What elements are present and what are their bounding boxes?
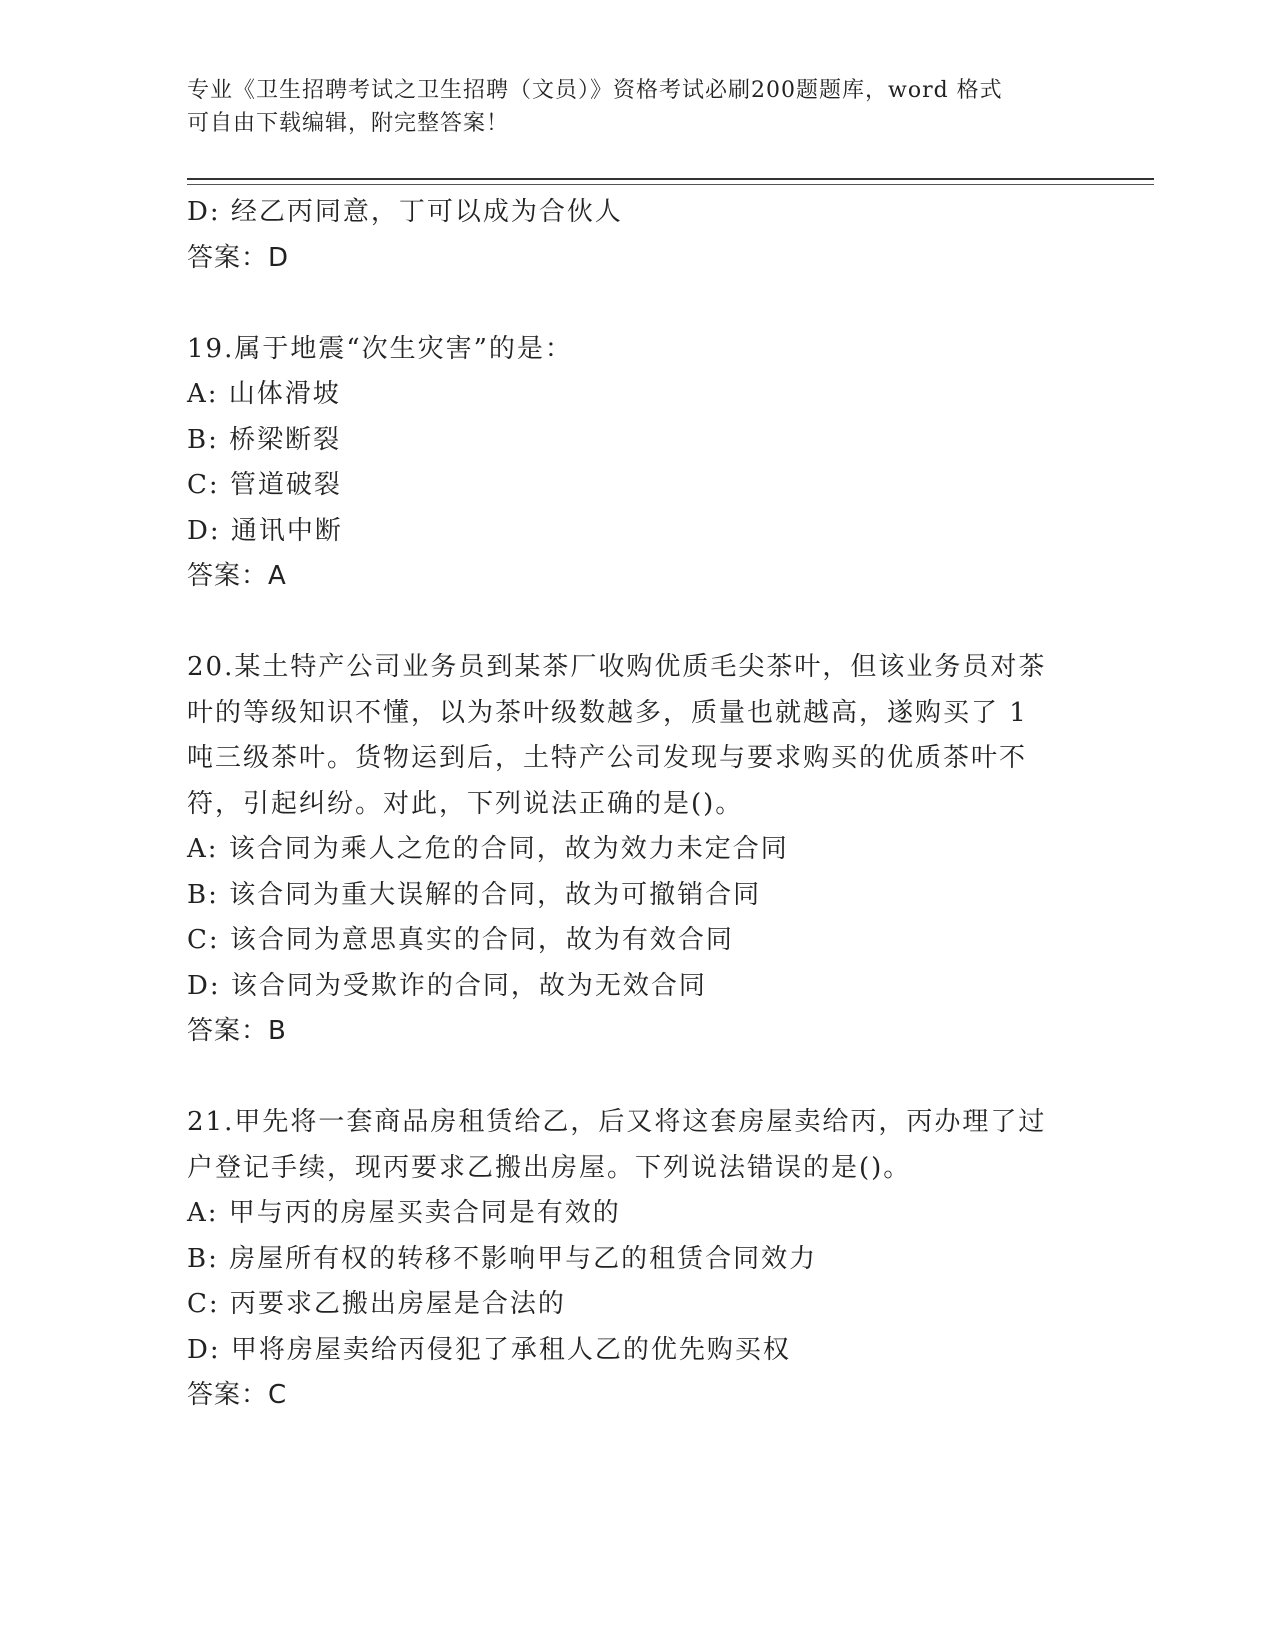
question-stem: 19.属于地震“次生灾害”的是： xyxy=(187,333,573,364)
question-stem-line: 21.甲先将一套商品房租赁给乙，后又将这套房屋卖给丙，丙办理了过 xyxy=(187,1107,1047,1137)
option-b: B: 该合同为重大误解的合同，故为可撤销合同 xyxy=(187,879,762,910)
option-b: B: 房屋所有权的转移不影响甲与乙的租赁合同效力 xyxy=(187,1243,818,1274)
answer-line: 答案：D xyxy=(187,242,290,273)
question-spacer xyxy=(187,281,1087,327)
option-c: C: 该合同为意思真实的合同，故为有效合同 xyxy=(187,925,734,955)
question-stem-line: 吨三级茶叶。货物运到后，土特产公司发现与要求购买的优质茶叶不 xyxy=(187,743,1028,773)
option-a: A: 山体滑坡 xyxy=(187,379,341,409)
question-18-tail xyxy=(187,190,1087,281)
answer-line: 答案：A xyxy=(187,561,287,591)
answer-line: 答案：C xyxy=(187,1380,288,1410)
question-spacer xyxy=(187,1055,1087,1101)
question-stem-line: 符，引起纠纷。对此，下列说法正确的是()。 xyxy=(187,788,744,819)
document-header xyxy=(187,74,1067,140)
option-d: D: 通讯中断 xyxy=(187,515,343,546)
question-19 xyxy=(187,327,1087,600)
question-content xyxy=(187,190,1087,1419)
question-stem-line: 户登记手续，现丙要求乙搬出房屋。下列说法错误的是()。 xyxy=(187,1152,912,1183)
header-title-line-1: 专业《卫生招聘考试之卫生招聘（文员）》资格考试必刷200题题库，word 格式 xyxy=(187,78,1003,103)
option-d: D: 经乙丙同意，丁可以成为合伙人 xyxy=(187,197,623,227)
header-title-line-2: 可自由下载编辑，附完整答案！ xyxy=(187,111,510,136)
option-a: A: 甲与丙的房屋买卖合同是有效的 xyxy=(187,1198,621,1228)
option-c: C: 管道破裂 xyxy=(187,470,342,500)
question-21 xyxy=(187,1100,1087,1419)
option-c: C: 丙要求乙搬出房屋是合法的 xyxy=(187,1289,566,1319)
option-a: A: 该合同为乘人之危的合同，故为效力未定合同 xyxy=(187,834,789,864)
question-20 xyxy=(187,645,1087,1055)
option-d: D: 该合同为受欺诈的合同，故为无效合同 xyxy=(187,970,707,1001)
header-divider-thick xyxy=(187,178,1154,180)
question-stem-line: 20.某土特产公司业务员到某茶厂收购优质毛尖茶叶，但该业务员对茶 xyxy=(187,652,1047,682)
header-divider-thin xyxy=(187,184,1154,185)
question-spacer xyxy=(187,600,1087,646)
question-stem-line: 叶的等级知识不懂，以为茶叶级数越多，质量也就越高，遂购买了 1 xyxy=(187,697,1028,728)
answer-line: 答案：B xyxy=(187,1016,287,1046)
option-b: B: 桥梁断裂 xyxy=(187,424,342,455)
option-d: D: 甲将房屋卖给丙侵犯了承租人乙的优先购买权 xyxy=(187,1334,791,1365)
